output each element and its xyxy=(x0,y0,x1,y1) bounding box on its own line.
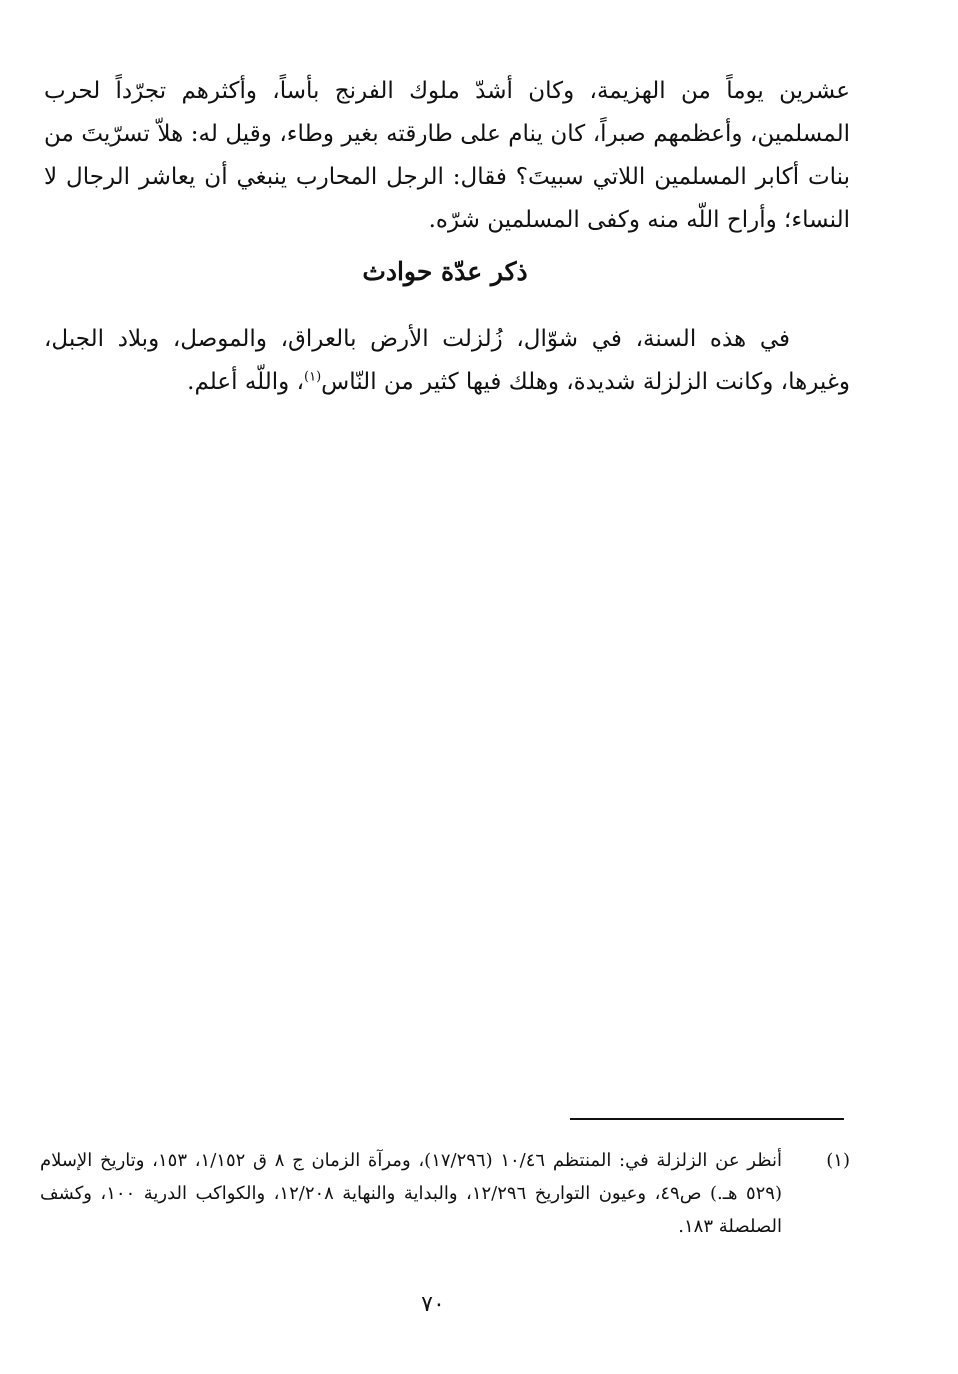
footnote-divider xyxy=(570,1118,844,1120)
footnote-reference[interactable]: (١) xyxy=(304,369,322,385)
paragraph-body-2 xyxy=(44,318,850,404)
footnote-text: أنظر عن الزلزلة في: المنتظم ١٠/٤٦ (١٧/٢٩٦)، ومرآة الزمان ج ٨ ق ١/١٥٢، ١٥٣، وتاريخ الإسلام (٥٢٩ هـ.) ص٤٩، وعيون التواريخ ١٢/٢٩٦، والبداية والنهاية ١٢/٢٠٨، والكواكب الدرية ١٠٠، وكشف الصلصلة ١٨٣. xyxy=(40,1150,782,1237)
footnote-marker: (١) xyxy=(826,1150,850,1171)
paragraph-body-1: عشرين يوماً من الهزيمة، وكان أشدّ ملوك الفرنج بأساً، وأكثرهم تجرّداً لحرب المسلمين، وأعظمهم صبراً، كان ينام على طارقته بغير وطاء، وقيل له: هلاّ تسرّيتَ من بنات أكابر المسلمين اللاتي سبيتَ؟ فقال: الرجل المحارب ينبغي أن يعاشر الرجال لا النساء؛ وأراح اللّه منه وكفى المسلمين شرّه. xyxy=(44,78,850,233)
section-heading: ذكر عدّة حوادث xyxy=(362,257,528,286)
paragraph-2-text: في هذه السنة، في شوّال، زُلزلت الأرض بالعراق، والموصل، وبلاد الجبل، وغيرها، وكانت الزلزلة شديدة، وهلك فيها كثير من النّاس xyxy=(44,326,850,395)
paragraph-2-ending: ، واللّه أعلم. xyxy=(187,369,305,395)
footnote xyxy=(40,1144,850,1243)
page-number: ٧٠ xyxy=(421,1292,445,1317)
